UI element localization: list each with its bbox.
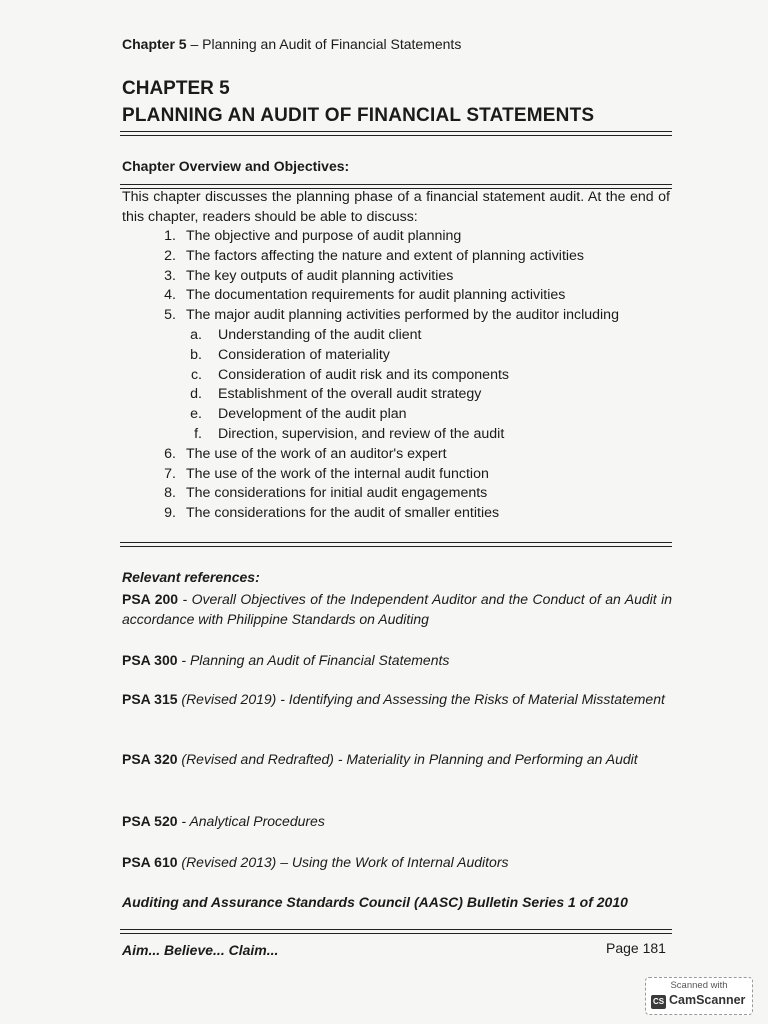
reference-text: - Overall Objectives of the Independent Auditor and the Conduct of an Audit in accordance with Philippine Standards on Auditing <box>122 591 673 627</box>
overview-intro: This chapter discusses the planning phase of a financial statement audit. At the end of this chapter, readers should be able to discuss: <box>122 189 670 225</box>
sub-objective-item <box>122 385 682 405</box>
objective-text: The documentation requirements for audit planning activities <box>186 287 566 304</box>
reference-code: PSA 315 <box>122 691 178 707</box>
chapter-number: CHAPTER 5 <box>122 78 230 99</box>
sub-objective-letter: f. <box>194 425 202 442</box>
overview-heading: Chapter Overview and Objectives: <box>122 158 350 174</box>
footer-motto: Aim... Believe... Claim... <box>122 942 279 958</box>
sub-objective-text: Consideration of materiality <box>218 346 390 363</box>
reference-code: PSA 200 <box>122 591 179 607</box>
objective-text: The factors affecting the nature and extent of planning activities <box>186 247 585 264</box>
objective-text: The use of the work of an auditor's expert <box>186 445 447 462</box>
objective-item <box>122 306 682 326</box>
sub-objective-letter: c. <box>190 366 202 383</box>
objective-text: The objective and purpose of audit planning <box>186 228 462 244</box>
objective-number: 3. <box>164 267 176 284</box>
sub-objective-text: Consideration of audit risk and its components <box>218 366 510 383</box>
sub-objective-letter: a. <box>190 326 202 343</box>
sub-objective-item <box>122 425 682 445</box>
reference-code: PSA 320 <box>122 751 178 767</box>
objective-text: The use of the work of the internal audit function <box>186 465 489 482</box>
sub-objective-text: Development of the audit plan <box>218 406 407 423</box>
reference-item <box>122 650 672 670</box>
objective-text: The considerations for the audit of smaller entities <box>186 505 500 522</box>
objective-item <box>122 227 682 247</box>
title-divider <box>120 131 672 136</box>
objective-number: 4. <box>164 287 176 304</box>
sub-objective-text: Direction, supervision, and review of the audit <box>218 425 505 442</box>
objective-number: 9. <box>164 505 176 522</box>
camscanner-logo-icon: CS <box>651 995 666 1009</box>
footer-divider <box>120 929 672 934</box>
reference-code: PSA 300 <box>122 652 178 668</box>
reference-text: (Revised and Redrafted) - Materiality in Planning and Performing an Audit <box>177 751 638 767</box>
reference-code: PSA 610 <box>122 854 178 870</box>
objective-number: 6. <box>164 445 176 462</box>
objective-number: 7. <box>164 465 176 482</box>
sub-objective-letter: b. <box>190 346 202 363</box>
objectives-list <box>122 227 682 524</box>
reference-text: (Revised 2019) - Identifying and Assessing the Risks of Material Misstatement <box>177 691 665 707</box>
sub-objectives-list <box>122 326 682 445</box>
objective-item <box>122 286 682 306</box>
reference-item <box>122 689 672 709</box>
sub-objective-item <box>122 326 682 346</box>
objectives-divider <box>120 542 672 547</box>
objective-text: The considerations for initial audit engagements <box>186 485 488 502</box>
running-head-chapter: Chapter 5 <box>122 36 187 52</box>
objective-number: 5. <box>164 307 176 324</box>
objective-item <box>122 247 682 267</box>
objective-item <box>122 484 682 504</box>
watermark-caption: Scanned with <box>670 980 728 991</box>
sub-objective-item <box>122 366 682 386</box>
objective-item <box>122 465 682 485</box>
objective-item <box>122 504 682 524</box>
objective-number: 2. <box>164 247 176 264</box>
reference-code: PSA 520 <box>122 813 178 829</box>
running-head-separator: – <box>186 36 203 52</box>
objective-item <box>122 267 682 287</box>
page-number: Page 181 <box>606 940 666 956</box>
sub-objective-item <box>122 346 682 366</box>
sub-objective-letter: d. <box>190 386 202 403</box>
objective-number: 8. <box>164 485 176 502</box>
objective-item <box>122 445 682 465</box>
objective-number: 1. <box>164 228 176 244</box>
chapter-title: PLANNING AN AUDIT OF FINANCIAL STATEMENTS <box>122 105 595 126</box>
reference-item <box>122 749 672 769</box>
watermark-brand: CamScanner <box>669 993 746 1007</box>
references-heading: Relevant references: <box>122 569 260 585</box>
camscanner-watermark <box>645 977 753 1015</box>
sub-objective-text: Understanding of the audit client <box>218 326 422 343</box>
running-head-title: Planning an Audit of Financial Statements <box>202 36 462 52</box>
reference-text: - Planning an Audit of Financial Statements <box>177 652 450 668</box>
objective-text: The major audit planning activities performed by the auditor including <box>186 307 619 324</box>
running-head <box>122 36 461 52</box>
sub-objective-item <box>122 405 682 425</box>
reference-item <box>122 589 672 629</box>
objective-text: The key outputs of audit planning activities <box>186 267 454 284</box>
sub-objective-text: Establishment of the overall audit strategy <box>218 386 482 403</box>
reference-item <box>122 852 672 872</box>
sub-objective-letter: e. <box>190 406 202 423</box>
reference-item <box>122 811 672 831</box>
reference-text: (Revised 2013) – Using the Work of Internal Auditors <box>177 854 509 870</box>
reference-text: - Analytical Procedures <box>177 813 325 829</box>
reference-bulletin: Auditing and Assurance Standards Council (AASC) Bulletin Series 1 of 2010 <box>122 894 628 910</box>
